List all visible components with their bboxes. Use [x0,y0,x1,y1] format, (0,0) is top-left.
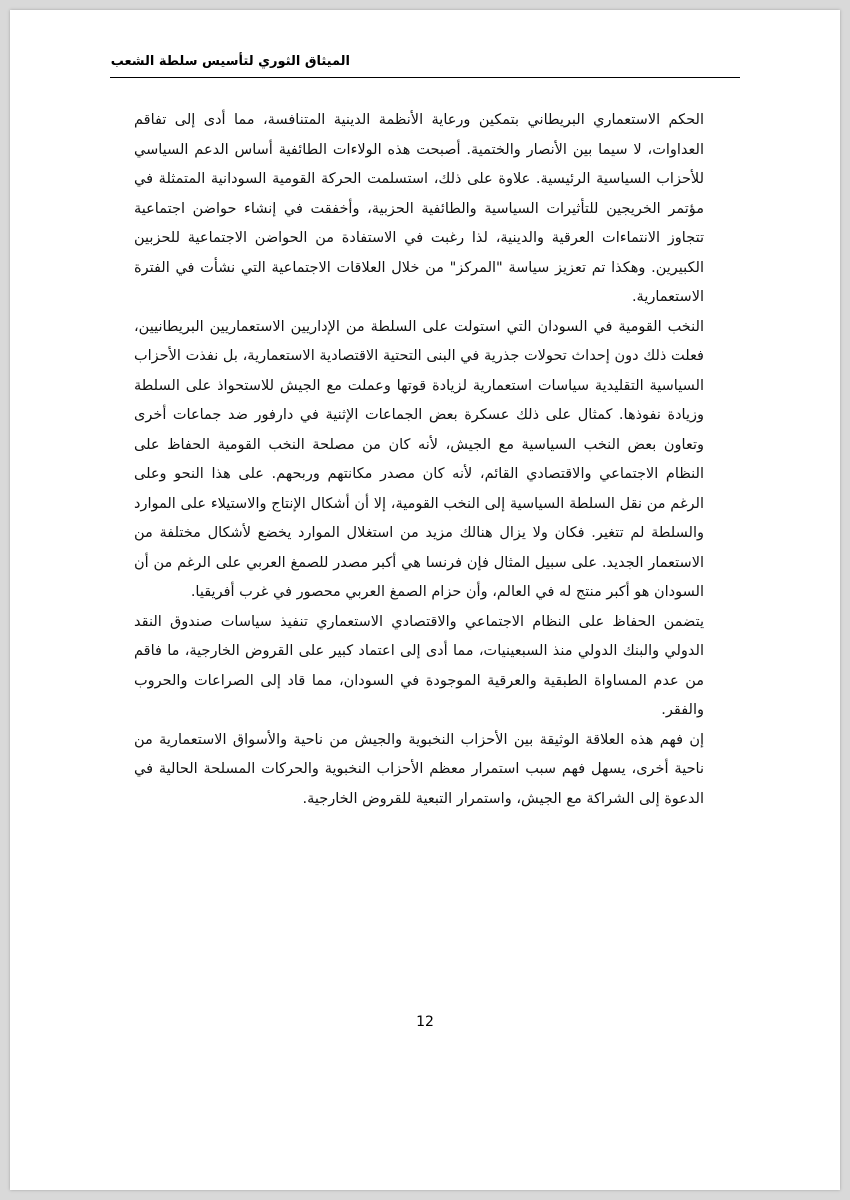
body-text [134,106,704,814]
paragraph: يتضمن الحفاظ على النظام الاجتماعي والاقتصادي الاستعماري تنفيذ سياسات صندوق النقد الدولي والبنك الدولي منذ السبعينيات، مما أدى إلى اعتماد كبير على القروض الخارجية، ما فاقم من عدم المساواة الطبقية والعرقية الموجودة في السودان، مما قاد إلى الصراعات والحروب والفقر. [134,613,704,718]
paragraph: الحكم الاستعماري البريطاني بتمكين ورعاية الأنظمة الدينية المتنافسة، مما أدى إلى تفاقم العداوات، لا سيما بين الأنصار والختمية. أصبحت هذه الولاءات الطائفية أساس الدعم السياسي للأحزاب السياسية الرئيسية. علاوة على ذلك، استسلمت الحركة القومية السودانية المتمثلة في مؤتمر الخريجين للتأثيرات السياسية والطائفية الحزبية، وأخفقت في إنشاء حواضن اجتماعية تتجاوز الانتماءات العرقية والدينية، لذا رغبت في الاستفادة من الحواضن الاجتماعية للحزبين الكبيرين. وهكذا تم تعزيز سياسة "المركز" من خلال العلاقات الاجتماعية التي نشأت في الفترة الاستعمارية. [134,112,704,305]
paragraph: النخب القومية في السودان التي استولت على السلطة من الإداريين الاستعماريين البريطانيين، فعلت ذلك دون إحداث تحولات جذرية في البنى التحتية الاقتصادية الاستعمارية، بل نفذت الأحزاب السياسية التقليدية سياسات استعمارية لزيادة قوتها وعملت مع الجيش للاستحواذ على السلطة وزيادة نفوذها. كمثال على ذلك عسكرة بعض الجماعات الإثنية في دارفور ضد جماعات أخرى وتعاون بعض النخب السياسية مع الجيش، لأنه كان من مصلحة النخب القومية الحفاظ على النظام الاجتماعي والاقتصادي القائم، لأنه كان مصدر مكانتهم وربحهم. على هذا النحو وعلى الرغم من نقل السلطة السياسية إلى النخب القومية، إلا أن أشكال الإنتاج والاستيلاء على الموارد والسلطة لم تتغير. فكان ولا يزال هنالك مزيد من استغلال الموارد يخضع لأشكال مختلفة من الاستعمار الجديد. على سبيل المثال فإن فرنسا هي أكبر مصدر للصمغ العربي على الرغم من أن السودان هو أكبر منتج له في العالم، وأن حزام الصمغ العربي محصور في غرب أفريقيا. [134,318,704,600]
paragraph: إن فهم هذه العلاقة الوثيقة بين الأحزاب النخبوية والجيش من ناحية والأسواق الاستعمارية من ناحية أخرى، يسهل فهم سبب استمرار معظم الأحزاب النخبوية والحركات المسلحة الحالية في الدعوة إلى الشراكة مع الجيش، واستمرار التبعية للقروض الخارجية. [134,731,704,807]
document-page [10,10,840,1190]
header-divider [110,77,740,78]
page-number: 12 [416,1014,434,1030]
running-header-title: الميثاق الثوري لتأسيس سلطة الشعب [110,54,350,69]
